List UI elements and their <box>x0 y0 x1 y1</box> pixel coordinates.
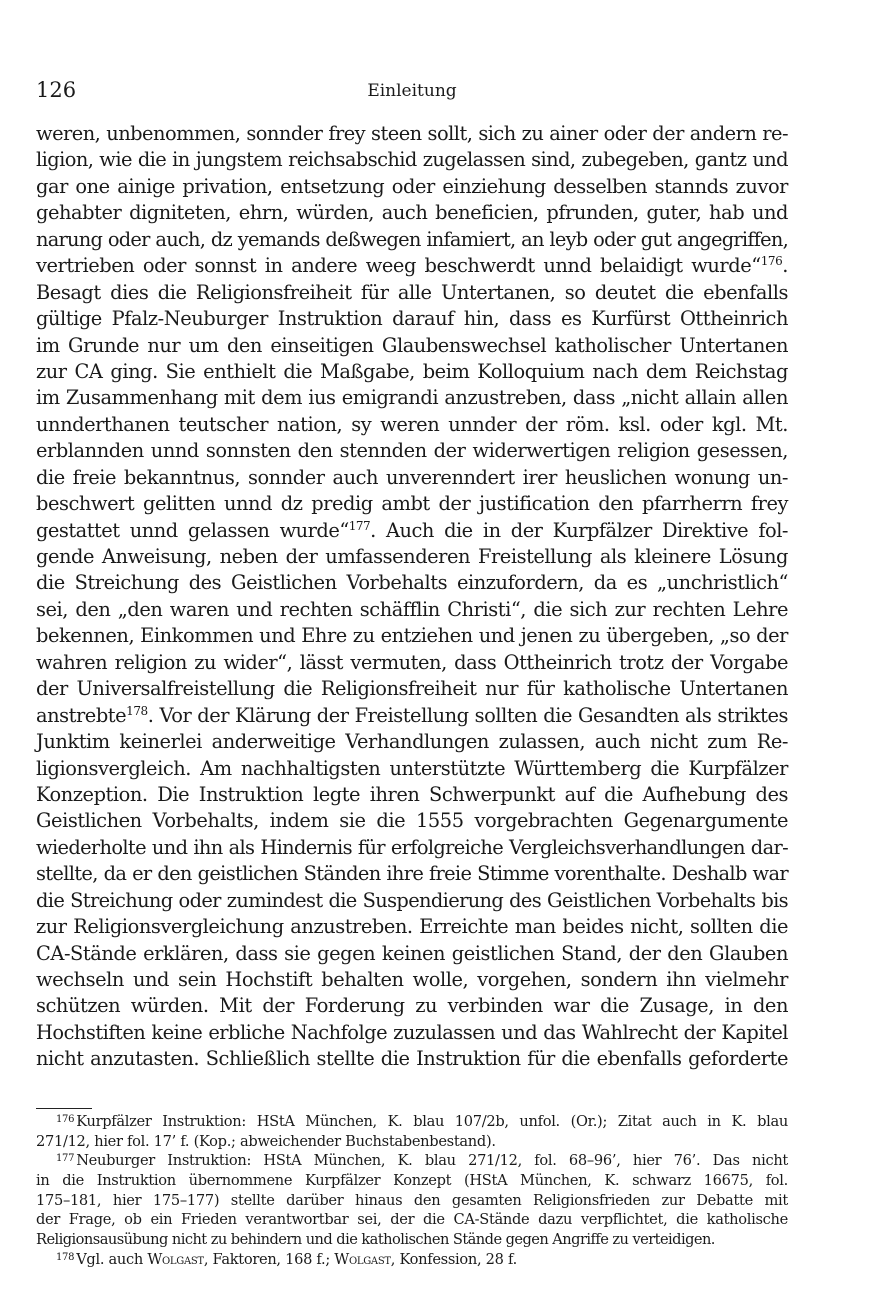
text-line <box>36 703 788 729</box>
text-line <box>36 914 788 940</box>
text-line <box>36 465 788 491</box>
footnote-rule <box>36 1108 92 1109</box>
text-line-content: ligionsvergleich. Am nachhaltigsten unterstützte Württemberg die Kurpfälzer <box>36 756 788 780</box>
text-line-content: gestattet unnd gelassen wurde“ <box>36 518 349 542</box>
text-line <box>36 993 788 1019</box>
text-line-content: unnderthanen teutscher nation, sy weren unnder der röm. ksl. oder kgl. Mt. <box>36 412 788 436</box>
footnote-mark: 178 <box>56 1251 75 1263</box>
text-line-tail: . Auch die in der Kurpfälzer Direktive fol- <box>370 518 788 542</box>
text-line-content: die freie bekanntnus, sonnder auch unverenndert irer heuslichen wonung un- <box>36 465 788 489</box>
text-line-content: gar one ainige privation, entsetzung oder einziehung desselben stannds zuvor <box>36 174 788 198</box>
text-line <box>36 861 788 887</box>
text-line-content: die Streichung des Geistlichen Vorbehalts einzufordern, da es „unchristlich“ <box>36 571 788 595</box>
text-line <box>36 147 788 173</box>
text-line <box>36 412 788 438</box>
text-line-content: Geistlichen Vorbehalts, indem sie die 1555 vorgebrachten Gegenargumente <box>36 809 788 833</box>
text-line-content: der Universalfreistellung die Religionsfreiheit nur für katholische Untertanen <box>36 677 788 701</box>
text-line <box>36 650 788 676</box>
text-line-content: bekennen, Einkommen und Ehre zu entziehen und jenen zu übergeben, „so der <box>36 624 788 648</box>
text-line <box>36 438 788 464</box>
text-line-content: zur CA ging. Sie enthielt die Maßgabe, beim Kolloquium nach dem Reichstag <box>36 359 788 383</box>
text-line-content: im Grunde nur um den einseitigen Glaubenswechsel katholischer Untertanen <box>36 333 788 357</box>
text-line-content: im Zusammenhang mit dem ius emigrandi anzustreben, dass „nicht allain allen <box>36 386 788 410</box>
running-head <box>36 78 788 108</box>
text-line <box>36 623 788 649</box>
text-line-content: sei, den „den waren und rechten schäfflin Christi“, die sich zur rechten Lehre <box>36 597 788 621</box>
text-line <box>36 200 788 226</box>
footnote-176-cont <box>36 1132 788 1152</box>
text-line <box>36 359 788 385</box>
text-line <box>36 888 788 914</box>
author-name: Wolgast <box>147 1250 204 1268</box>
footnote-mark: 176 <box>56 1114 75 1125</box>
text-line-content: Junktim keinerlei anderweitige Verhandlungen zulassen, auch nicht zum Re- <box>36 730 788 754</box>
footnote-mark: 177 <box>56 1153 75 1165</box>
footnote-ref-176[interactable]: 176 <box>760 254 783 269</box>
text-line <box>36 941 788 967</box>
text-line <box>36 227 788 253</box>
text-line <box>36 1020 788 1046</box>
text-line <box>36 306 788 332</box>
footnote-177-cont <box>36 1191 788 1211</box>
footnote-176 <box>36 1112 788 1132</box>
footnote-text: Religionsausübung nicht zu behindern und die katholischen Stände gegen Angriffe zu verteidigen. <box>36 1231 715 1249</box>
footnote-177-cont <box>36 1171 788 1191</box>
text-line-content: anstrebte <box>36 703 127 727</box>
footnote-177-cont <box>36 1210 788 1230</box>
footnote-text: 175–181, hier 175–177) stellte darüber hinaus den gesamten Religionsfrieden zur Debatte mit <box>36 1191 788 1209</box>
text-line-tail: . Vor der Klärung der Freistellung sollten die Gesandten als striktes <box>147 703 788 727</box>
text-line <box>36 174 788 200</box>
text-line-content: weren, unbenommen, sonnder frey steen sollt, sich zu ainer oder der andern re- <box>36 122 788 145</box>
text-line-content: CA-Stände erklären, dass sie gegen keinen geistlichen Stand, der den Glauben <box>36 941 788 965</box>
text-line <box>36 333 788 359</box>
text-line-content: Hochstiften keine erbliche Nachfolge zuzulassen und das Wahlrecht der Kapitel <box>36 1020 788 1044</box>
text-line <box>36 756 788 782</box>
text-line-content: gültige Pfalz-Neuburger Instruktion darauf hin, dass es Kurfürst Ottheinrich <box>36 307 788 331</box>
footnote-ref-178[interactable]: 178 <box>126 703 148 718</box>
text-line-content: schützen würden. Mit der Forderung zu verbinden war die Zusage, in den <box>36 994 788 1018</box>
text-line <box>36 518 788 544</box>
footnote-ref-177[interactable]: 177 <box>348 518 371 533</box>
text-line <box>36 808 788 834</box>
text-line-content: vertrieben oder sonnst in andere weeg beschwerdt unnd belaidigt wurde“ <box>36 254 761 278</box>
text-line-content: zur Religionsvergleichung anzustreben. Erreichte man beides nicht, sollten die <box>36 915 788 939</box>
footnote-text: , Konfession, 28 f. <box>390 1250 517 1268</box>
author-name: Wolgast <box>334 1250 391 1268</box>
text-line <box>36 597 788 623</box>
running-title: Einleitung <box>367 81 457 101</box>
text-line-content: erblannden unnd sonnsten den stennden der widerwertigen religion gesessen, <box>36 439 788 463</box>
text-line-content: Besagt dies die Religionsfreiheit für alle Untertanen, so deutet die ebenfalls <box>36 280 788 304</box>
text-line-content: wechseln und sein Hochstift behalten wolle, vorgehen, sondern ihn vielmehr <box>36 968 788 991</box>
text-line <box>36 121 788 147</box>
text-line-content: ligion, wie die in jungstem reichsabschid zugelassen sind, zubegeben, gantz und <box>36 148 788 172</box>
text-line <box>36 1073 788 1099</box>
text-line <box>36 570 788 596</box>
text-line-content: wiederholte und ihn als Hindernis für erfolgreiche Vergleichsverhandlungen dar- <box>36 835 788 859</box>
page-number: 126 <box>36 78 77 102</box>
text-line-content: stellte, da er den geistlichen Ständen ihre freie Stimme vorenthalte. Deshalb war <box>36 862 788 886</box>
text-line <box>36 491 788 517</box>
text-line <box>36 253 788 279</box>
text-line <box>36 544 788 570</box>
footnote-177-cont <box>36 1230 788 1250</box>
text-line-content: gehabter digniteten, ehrn, würden, auch beneficien, pfrunden, guter, hab und <box>36 201 788 225</box>
text-line-content: beschwert gelitten unnd dz predig ambt der justification den pfarrherrn frey <box>36 492 788 516</box>
text-line-content: nicht anzutasten. Schließlich stellte die Instruktion für die ebenfalls geforderte <box>36 1047 788 1071</box>
text-line-content: gende Anweisung, neben der umfassenderen Freistellung als kleinere Lösung <box>36 545 788 568</box>
text-line-content: die Streichung oder zumindest die Suspendierung des Geistlichen Vorbehalts bis <box>36 888 788 912</box>
footnote-text: in die Instruktion übernommene Kurpfälzer Konzept (HStA München, K. schwarz 16675, fol. <box>36 1172 788 1190</box>
footnote-178 <box>36 1250 788 1270</box>
footnote-text: , Faktoren, 168 f.; <box>203 1250 335 1268</box>
text-line <box>36 967 788 993</box>
text-line-content: Konzeption. Die Instruktion legte ihren Schwerpunkt auf die Aufhebung des <box>36 782 788 806</box>
text-line-content: narung oder auch, dz yemands deßwegen infamiert, an leyb oder gut angegriffen, <box>36 227 788 251</box>
text-line <box>36 729 788 755</box>
text-line <box>36 782 788 808</box>
text-line-tail: . <box>782 254 788 278</box>
footnote-text: Neuburger Instruktion: HStA München, K. blau 271/12, fol. 68–96’, hier 76’. Das nicht <box>76 1152 788 1170</box>
text-line <box>36 1046 788 1072</box>
text-line <box>36 280 788 306</box>
text-line <box>36 676 788 702</box>
footnote-text: der Frage, ob ein Frieden verantwortbar sei, der die CA-Stände dazu verpflichtet, die katholische <box>36 1211 788 1229</box>
footnote-text: 271/12, hier fol. 17’ f. (Kop.; abweichender Buchstabenbestand). <box>36 1132 496 1150</box>
footnote-177 <box>36 1151 788 1171</box>
footnote-text: Vgl. auch <box>76 1250 148 1268</box>
text-line <box>36 385 788 411</box>
footnote-text: Kurpfälzer Instruktion: HStA München, K. blau 107/2b, unfol. (Or.); Zitat auch in K. blau <box>76 1113 788 1130</box>
body-text <box>36 121 788 1099</box>
text-line-content: wahren religion zu wider“, lässt vermuten, dass Ottheinrich trotz der Vorgabe <box>36 650 788 674</box>
footnotes <box>36 1112 788 1270</box>
text-line <box>36 835 788 861</box>
